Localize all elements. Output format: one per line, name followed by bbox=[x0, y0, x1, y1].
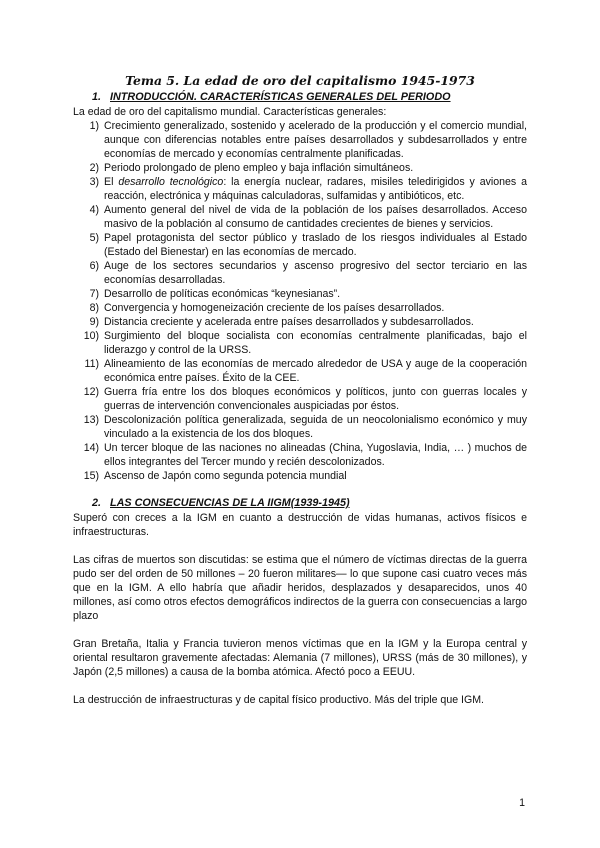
section-1-title: INTRODUCCIÓN. CARACTERÍSTICAS GENERALES DEL PERIODO bbox=[110, 91, 451, 103]
list-item: 3) El desarrollo tecnológico: la energía nuclear, radares, misiles teledirigidos y aviones a reacción, electrónica y máquinas calculadoras, sulfamidas y antibióticos, etc. bbox=[89, 176, 527, 202]
paragraph: Superó con creces a la IGM en cuanto a destrucción de vidas humanas, activos físicos e infraestructuras. bbox=[73, 512, 527, 538]
paragraph: La destrucción de infraestructuras y de capital físico productivo. Más del triple que IGM. bbox=[73, 694, 484, 706]
list-item: 15) Ascenso de Japón como segunda potencia mundial bbox=[83, 470, 347, 482]
list-item: 12) Guerra fría entre los dos bloques económicos y políticos, junto con guerras locales y guerras de intervención convencionales auspiciadas por éstos. bbox=[83, 386, 527, 412]
document-page bbox=[73, 74, 527, 707]
section-2-title: LAS CONSECUENCIAS DE LA IIGM(1939-1945) bbox=[110, 497, 350, 509]
list-item: 9) Distancia creciente y acelerada entre países desarrollados y subdesarrollados. bbox=[89, 316, 474, 328]
list-item: 4) Aumento general del nivel de vida de la población de los países desarrollados. Acceso masivo de la población al consumo de cantidades crecientes de bienes y servicios. bbox=[89, 204, 527, 230]
list-item: 1) Crecimiento generalizado, sostenido y acelerado de la producción y el comercio mundial, aunque con diferencias notables entre países desarrollados y subdesarrollados y entre economías de mercado y economías centralmente planificadas. bbox=[89, 120, 527, 160]
section-1-number: 1. bbox=[92, 91, 102, 103]
list-item: 7) Desarrollo de políticas económicas “keynesianas”. bbox=[89, 288, 341, 300]
section-2-number: 2. bbox=[92, 497, 102, 509]
list-item: 8) Convergencia y homogeneización creciente de los países desarrollados. bbox=[89, 302, 445, 314]
list-item: 5) Papel protagonista del sector público y traslado de los riesgos individuales al Estado (Estado del Bienestar) en las economías de mercado. bbox=[89, 232, 527, 258]
list-item: 6) Auge de los sectores secundarios y ascenso progresivo del sector terciario en las economías desarrolladas. bbox=[89, 260, 527, 286]
list-item: 11) Alineamiento de las economías de mercado alrededor de USA y auge de la cooperación económica entre países. Éxito de la CEE. bbox=[84, 358, 527, 384]
list-item: 13) Descolonización política generalizada, seguida de un neocolonialismo económico y muy vinculado a la existencia de los dos bloques. bbox=[83, 414, 527, 440]
section-1-intro: La edad de oro del capitalismo mundial. Características generales: bbox=[73, 106, 387, 118]
list-item: 2) Periodo prolongado de pleno empleo y baja inflación simultáneos. bbox=[89, 162, 414, 174]
section-1-heading bbox=[92, 90, 527, 104]
page-number: 1 bbox=[519, 797, 525, 809]
document-title: Tema 5. La edad de oro del capitalismo 1945-1973 bbox=[125, 73, 475, 88]
paragraph: Las cifras de muertos son discutidas: se estima que el número de víctimas directas de la guerra pudo ser del orden de 50 millones – 20 fueron militares— lo que supone casi cuatro veces más que en la IGM. A ello habría que añadir heridos, desplazados y desaparecidos, unos 40 millones, así como otros efectos demográficos indirectos de la guerra con consecuencias a largo plazo bbox=[73, 554, 528, 622]
section-2-heading bbox=[92, 496, 527, 510]
list-item: 14) Un tercer bloque de las naciones no alineadas (China, Yugoslavia, India, … ) muchos de ellos integrantes del Tercer mundo y recién descolonizados. bbox=[83, 442, 527, 468]
characteristics-list bbox=[73, 119, 527, 483]
paragraph: Gran Bretaña, Italia y Francia tuvieron menos víctimas que en la IGM y la Europa central y oriental resultaron gravemente afectadas: Alemania (7 millones), URSS (más de 30 millones), y Japón (2,5 millones) a causa de la bomba atómica. Afectó poco a EEUU. bbox=[73, 638, 527, 678]
list-item: 10) Surgimiento del bloque socialista con economías centralmente planificadas, bajo el liderazgo y control de la URSS. bbox=[83, 330, 527, 356]
